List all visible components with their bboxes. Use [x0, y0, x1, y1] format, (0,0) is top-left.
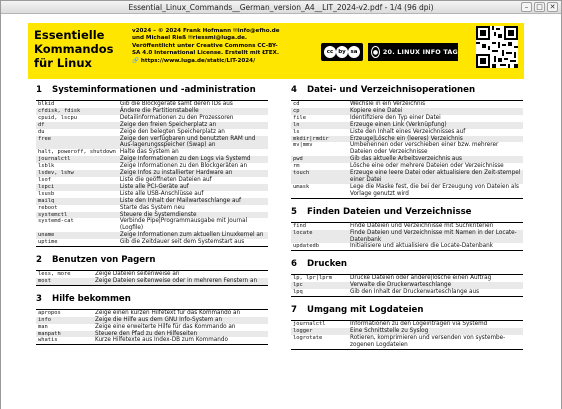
command-name: lpc: [293, 282, 303, 289]
section-title: Benutzen von Pagern: [52, 255, 156, 266]
command-section: [291, 259, 523, 297]
brand-title: [34, 28, 122, 70]
command-description: Verbinde Pipe|Programmausgabe mit Journal (Logfile): [119, 218, 248, 232]
command-name: info: [38, 316, 51, 323]
command-name: most: [38, 277, 51, 284]
command-name: mv|mmv: [293, 142, 313, 149]
table-row: [291, 335, 523, 349]
command-description: Erzeuge einen Link (Verknüpfung): [350, 121, 447, 128]
table-row: [291, 222, 523, 229]
command-description: Halte das System an: [119, 149, 179, 156]
section-title: Drucken: [307, 259, 348, 270]
command-name: lp, lpr|lprm: [293, 275, 332, 282]
command-description: Identifiziere den Typ einer Datei: [350, 114, 441, 121]
command-description: Lösche eine oder mehrere Dateien oder Verzeichnisse: [350, 163, 504, 170]
meta-link[interactable]: 🔗 https://www.luga.de/static/LIT-2024/: [132, 57, 256, 64]
table-row: [36, 115, 268, 122]
minimize-button[interactable]: –: [521, 2, 532, 12]
table-row: [291, 108, 523, 115]
command-description: Zeige eine erweiterte Hilfe für das Kommando an: [95, 323, 236, 330]
command-name: umask: [293, 183, 310, 190]
command-name: cp: [293, 107, 300, 114]
table-row: [36, 324, 268, 331]
table-row: [36, 212, 268, 219]
command-description: Zeige Informationen zu den Logs via Systemd: [119, 156, 251, 163]
command-section: [36, 294, 268, 346]
table-row: [36, 101, 268, 108]
command-name: reboot: [38, 204, 58, 211]
command-description: Detailinformationen zu den Prozessoren: [119, 114, 234, 121]
command-description: Rotieren, komprimieren und versenden von systembe-zogenen Logdateien: [350, 334, 506, 348]
command-table: [291, 320, 523, 350]
table-row: [36, 136, 268, 150]
table-row: [36, 239, 268, 246]
qr-code-icon: [476, 26, 518, 68]
command-name: blkid: [38, 101, 55, 107]
table-row: [36, 163, 268, 170]
table-row: [36, 218, 268, 232]
command-description: Finde Dateien und Verzeichnisse mit Suchkriterien: [350, 222, 494, 229]
section-heading: [291, 305, 523, 316]
command-description: Gib die Blockgeräte samt deren IDs aus: [119, 101, 233, 107]
command-description: Umbenennen oder verschieben einer bzw. mehrerer Dateien oder Verzeichnisse: [350, 142, 499, 156]
command-description: Informationen zu den Logeinträgen via Systemd: [350, 321, 488, 328]
command-description: Wechsle in ein Verzeichnis: [350, 101, 426, 107]
table-row: [291, 122, 523, 129]
table-row: [36, 337, 268, 344]
table-row: [36, 149, 268, 156]
table-row: [291, 170, 523, 184]
table-row: [291, 275, 523, 282]
command-name: logrotate: [293, 334, 323, 341]
command-name: journalctl: [38, 156, 71, 163]
section-heading: [36, 85, 268, 96]
command-name: lsusb: [38, 190, 55, 197]
table-row: [291, 230, 523, 244]
command-name: whatis: [38, 337, 58, 344]
table-row: [291, 328, 523, 335]
command-table: [36, 100, 268, 247]
table-row: [36, 129, 268, 136]
command-name: ls: [293, 128, 300, 135]
section-heading: [36, 294, 268, 305]
table-row: [291, 129, 523, 136]
section-title: Systeminformationen und -administration: [52, 85, 256, 95]
meta-line: Veröffentlicht unter Creative Commons CC-BY-: [132, 42, 278, 49]
command-description: Kurze Hilfetexte aus Index-DB zum Kommando: [95, 337, 228, 344]
command-section: [291, 207, 523, 252]
command-name: touch: [293, 170, 310, 177]
section-title: Datei- und Verzeichnisoperationen: [307, 85, 476, 95]
command-description: Zeige Dateien seitenweise oder in mehreren Fenstern an: [95, 277, 258, 284]
table-row: [291, 142, 523, 156]
command-section: [36, 85, 268, 247]
command-description: Ändere die Partitionstabelle: [119, 107, 199, 114]
command-name: systemctl: [38, 211, 68, 218]
section-number: 5: [291, 206, 297, 217]
table-row: [36, 108, 268, 115]
page-header: [28, 23, 524, 79]
command-section: [291, 305, 523, 350]
command-name: lsdev, lshw: [38, 170, 74, 177]
command-description: Finde Dateien und Verzeichnisse mit Namen in der Locate-Datenbank: [350, 229, 517, 243]
table-row: [291, 321, 523, 328]
meta-line: und Michael Rieß ✉riessmi@luga.de.: [132, 35, 248, 42]
table-row: [291, 282, 523, 289]
title-bar[interactable]: [1, 1, 561, 14]
command-name: du: [38, 128, 45, 135]
command-description: Lege die Maske fest, die bei der Erzeugung von Dateien als Vorlage genutzt wird: [350, 183, 519, 197]
command-table: [291, 100, 523, 199]
command-name: uptime: [38, 239, 58, 246]
brand-line: Essentielle: [34, 28, 105, 42]
table-row: [36, 170, 268, 177]
command-name: apropos: [38, 309, 61, 316]
table-row: [36, 191, 268, 198]
command-description: Verwalte die Druckerwarteschlange: [350, 282, 452, 289]
table-row: [291, 243, 523, 250]
sa-icon: sa: [348, 46, 360, 58]
command-description: Eine Schnittstelle zu Syslog: [350, 327, 429, 334]
command-description: Zeige den freien Speicherplatz an: [119, 121, 217, 128]
by-icon: by: [336, 46, 348, 58]
tag-text: 20. LINUX INFO TAG: [382, 48, 458, 56]
maximize-button[interactable]: □: [534, 2, 545, 12]
command-description: Gib den Inhalt der Druckerwarteschlange aus: [350, 289, 480, 296]
cc-license-badge: [321, 43, 363, 61]
command-name: uname: [38, 232, 55, 239]
table-row: [291, 136, 523, 143]
command-name: updatedb: [293, 243, 319, 250]
command-description: Zeige Informationen zu den Blockgeräten an: [119, 163, 248, 170]
section-title: Umgang mit Logdateien: [307, 305, 424, 316]
section-title: Hilfe bekommen: [52, 293, 131, 304]
table-row: [36, 205, 268, 212]
command-name: halt, poweroff, shutdown: [38, 149, 116, 156]
command-name: mailq: [38, 197, 55, 204]
command-name: mkdir|rmdir: [293, 135, 329, 142]
command-name: systemd-cat: [38, 218, 74, 225]
command-description: Starte das System neu: [119, 204, 185, 211]
table-row: [291, 163, 523, 170]
command-name: free: [38, 135, 51, 142]
cc-icon: cc: [324, 46, 336, 58]
close-button[interactable]: ✕: [547, 2, 558, 12]
brand-line: Kommandos: [34, 42, 114, 56]
table-row: [291, 101, 523, 108]
command-description: Zeige Informationen zum aktuellen Linuxkernel an: [119, 232, 264, 239]
table-row: [36, 122, 268, 129]
command-description: Zeige Dateien seitenweise an: [95, 271, 180, 278]
section-number: 1: [36, 85, 42, 95]
table-row: [291, 115, 523, 122]
command-description: Zeige einen kurzen Hilfetext für das Kommando an: [95, 309, 241, 316]
table-row: [36, 309, 268, 316]
command-name: cfdisk, fdisk: [38, 107, 81, 114]
command-description: Liste alle USB-Anschlüsse auf: [119, 190, 204, 197]
command-name: locate: [293, 229, 313, 236]
command-description: Zeige den verfügbaren und benutzten RAM und Aus-lagerungsspeicher (Swap) an: [119, 135, 256, 149]
command-description: Erzeuge eine leere Datei oder aktualisiere den Zeit-stempel einer Datei: [350, 170, 521, 183]
command-name: ln: [293, 121, 300, 128]
command-description: Liste den Inhalt der Mailwarteschlange auf: [119, 197, 242, 204]
brand-line: für Linux: [34, 56, 92, 70]
command-description: Liste die geöffneten Dateien auf: [119, 176, 212, 183]
command-name: lpq: [293, 289, 303, 296]
window-controls: [521, 2, 558, 12]
command-name: lsof: [38, 176, 51, 183]
command-table: [36, 270, 268, 286]
command-name: cd: [293, 101, 300, 107]
table-row: [36, 278, 268, 285]
command-section: [291, 85, 523, 199]
left-column: [36, 85, 268, 353]
command-name: rm: [293, 163, 300, 170]
table-row: [36, 331, 268, 338]
command-description: Steuere die Systemdienste: [119, 211, 197, 218]
command-description: Gib die Zeitdauer seit dem Systemstart aus: [119, 239, 245, 246]
command-name: man: [38, 323, 48, 330]
section-number: 2: [36, 255, 42, 266]
command-table: [36, 309, 268, 346]
section-heading: [291, 85, 523, 96]
table-row: [291, 289, 523, 296]
tux-icon: ●: [371, 46, 380, 58]
command-name: logger: [293, 327, 313, 334]
pdf-page[interactable]: [1, 15, 561, 409]
command-name: df: [38, 121, 45, 128]
right-column: [291, 85, 523, 358]
section-title: Finden Dateien und Verzeichnisse: [307, 206, 472, 217]
command-description: Zeige die Hilfe aus dem GNU Info-System an: [95, 316, 223, 323]
command-name: lspci: [38, 183, 55, 190]
command-name: cpuid, lscpu: [38, 114, 77, 121]
table-row: [36, 184, 268, 191]
section-number: 7: [291, 305, 297, 316]
table-row: [291, 156, 523, 163]
command-description: Steuere den Pfad zu den Hilfeseiten: [95, 330, 198, 337]
window-title: Essential_Linux_Commands__German_version_A4__LIT_2024-v2.pdf - 1/4 (96 dpi): [128, 2, 434, 12]
table-row: [291, 184, 523, 198]
table-row: [36, 177, 268, 184]
command-description: Zeige den belegten Speicherplatz an: [119, 128, 225, 135]
command-description: Zeige Infos zu installierter Hardware an: [119, 170, 233, 177]
command-name: lsblk: [38, 163, 55, 170]
command-description: Liste den Inhalt eines Verzeichnisses auf: [350, 128, 466, 135]
command-description: Initialisiere und aktualisiere die Locate-Datenbank: [350, 243, 493, 250]
command-description: Kopiere eine Datei: [350, 107, 403, 114]
command-table: [291, 274, 523, 297]
table-row: [36, 232, 268, 239]
command-name: journalctl: [293, 321, 326, 328]
command-name: pwd: [293, 156, 303, 163]
section-number: 6: [291, 259, 297, 270]
command-name: manpath: [38, 330, 61, 337]
command-name: less, more: [38, 271, 71, 278]
meta-line: SA 4.0 International License. Erstellt mit ŁTEX.: [132, 50, 279, 57]
command-description: Drucke Dateien oder andere|lösche einen Auftrag: [350, 275, 492, 282]
section-number: 3: [36, 293, 42, 304]
command-name: find: [293, 222, 306, 229]
table-row: [36, 317, 268, 324]
linux-info-tag-logo: [368, 43, 458, 61]
section-heading: [36, 255, 268, 266]
command-table: [291, 222, 523, 252]
command-section: [36, 255, 268, 286]
header-meta: [132, 28, 312, 65]
command-name: file: [293, 114, 306, 121]
table-row: [36, 271, 268, 278]
command-description: Erzeuge|Lösche ein (leeres) Verzeichnis: [350, 135, 463, 142]
meta-line: v2024 – © 2024 Frank Hofmann ✉info@efho.de: [132, 28, 280, 34]
section-heading: [291, 259, 523, 270]
section-number: 4: [291, 85, 297, 95]
command-description: Liste alle PCI-Geräte auf: [119, 183, 189, 190]
table-row: [36, 156, 268, 163]
command-description: Gib das aktuelle Arbeitsverzeichnis aus: [350, 156, 462, 163]
table-row: [36, 198, 268, 205]
section-heading: [291, 207, 523, 218]
